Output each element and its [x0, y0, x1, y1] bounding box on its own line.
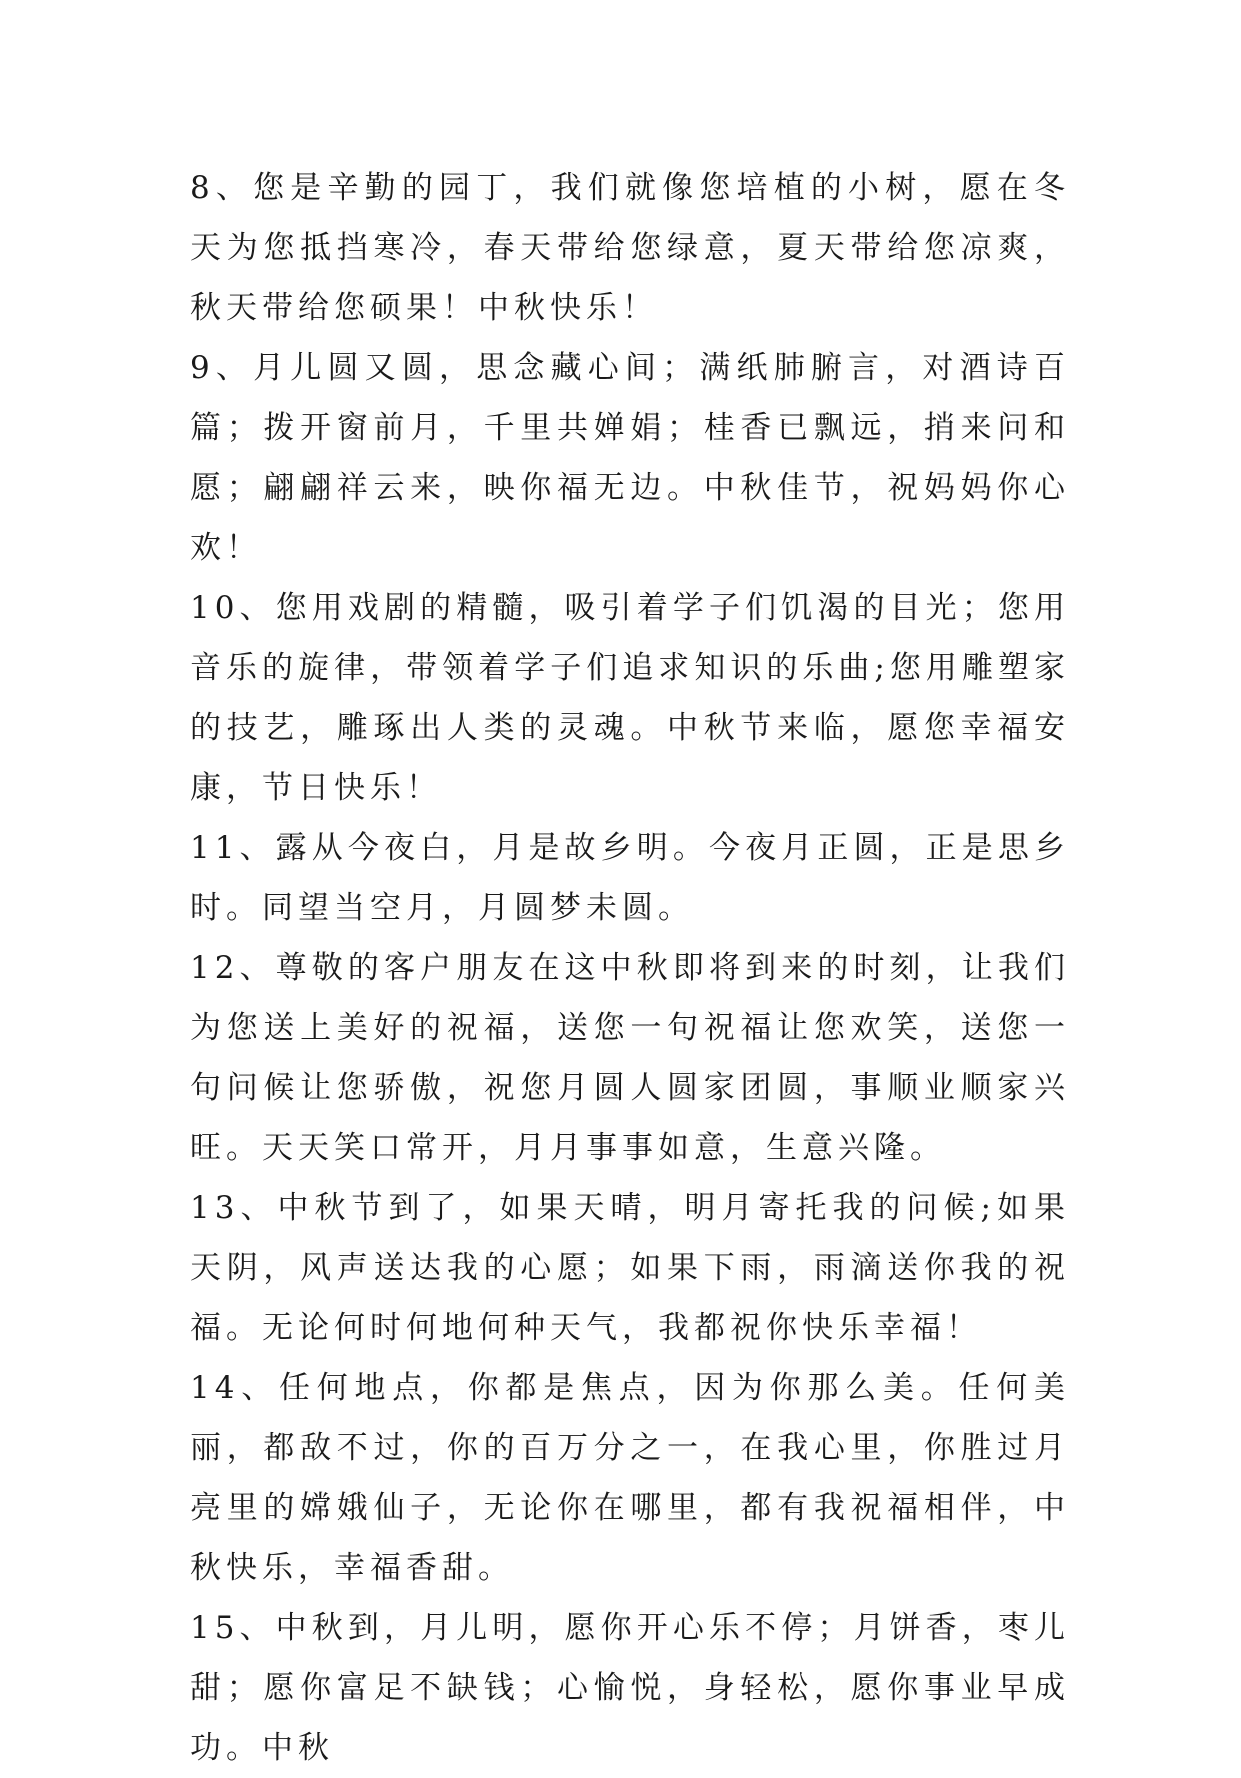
paragraph-12: 12、尊敬的客户朋友在这中秋即将到来的时刻，让我们为您送上美好的祝福，送您一句祝福让您欢笑，送您一句问候让您骄傲，祝您月圆人圆家团圆，事顺业顺家兴旺。天天笑口常开，月月事事如意，生意兴隆。	[190, 950, 1070, 1166]
paragraph-15: 15、中秋到，月儿明，愿你开心乐不停；月饼香，枣儿甜；愿你富足不缺钱；心愉悦，身轻松，愿你事业早成功。中秋	[190, 1610, 1070, 1766]
paragraph-13: 13、中秋节到了，如果天晴，明月寄托我的问候;如果天阴，风声送达我的心愿；如果下雨，雨滴送你我的祝福。无论何时何地何种天气，我都祝你快乐幸福！	[190, 1190, 1070, 1346]
paragraph-8: 8、您是辛勤的园丁，我们就像您培植的小树，愿在冬天为您抵挡寒冷，春天带给您绿意，夏天带给您凉爽，秋天带给您硕果！中秋快乐！	[190, 170, 1070, 326]
paragraph-14: 14、任何地点，你都是焦点，因为你那么美。任何美丽，都敌不过，你的百万分之一，在我心里，你胜过月亮里的嫦娥仙子，无论你在哪里，都有我祝福相伴，中秋快乐，幸福香甜。	[190, 1370, 1070, 1586]
paragraph-11: 11、露从今夜白，月是故乡明。今夜月正圆，正是思乡时。同望当空月，月圆梦未圆。	[190, 830, 1070, 926]
paragraph-10: 10、您用戏剧的精髓，吸引着学子们饥渴的目光；您用音乐的旋律，带领着学子们追求知识的乐曲;您用雕塑家的技艺，雕琢出人类的灵魂。中秋节来临，愿您幸福安康，节日快乐！	[190, 590, 1070, 806]
document-body	[190, 158, 1070, 1778]
paragraph-9: 9、月儿圆又圆，思念藏心间；满纸肺腑言，对酒诗百篇；拨开窗前月，千里共婵娟；桂香已飘远，捎来问和愿；翩翩祥云来，映你福无边。中秋佳节，祝妈妈你心欢！	[190, 350, 1070, 566]
